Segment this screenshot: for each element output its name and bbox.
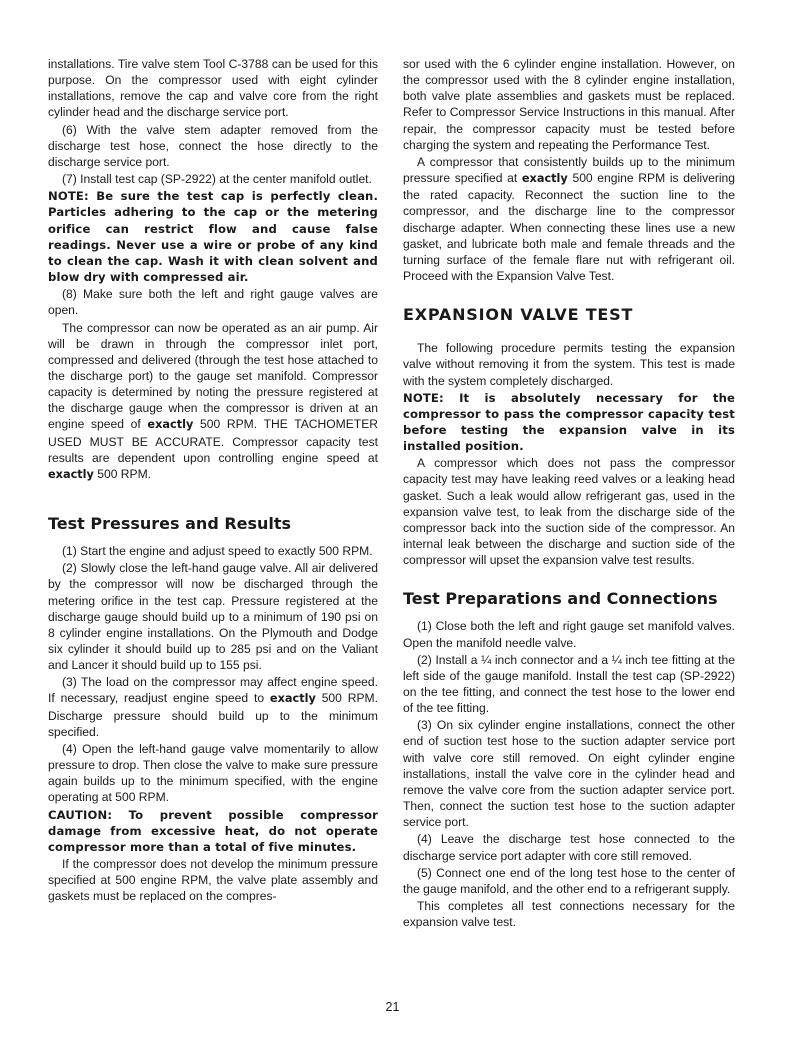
text-run: A compressor that consistently builds up to the minimum pressure specified at <box>403 154 735 186</box>
text-run: The compressor can now be operated as an air pump. Air will be drawn in through the compressor inlet port, compressed and delivered (through the test hose attached to the discharge port) to the gauge set manifold. Compressor capacity is determined by noting the pressure registered at the discharge gauge when the compressor is driven at an engine speed of <box>48 320 378 432</box>
paragraph <box>403 154 735 284</box>
caution-note: CAUTION: To prevent possible compressor damage from excessive heat, do not operate compressor more than a total of five minutes. <box>48 807 378 854</box>
paragraph <box>48 320 378 484</box>
test-step-1: (1) Start the engine and adjust speed to exactly 500 RPM. <box>62 544 373 559</box>
note-clean-test-cap: NOTE: Be sure the test cap is perfectly clean. Particles adhering to the cap or the metering orifice can restrict flow and cause false readings. Never use a wire or probe of any kind to clean the cap. Wash it with clean solvent and blow dry with compressed air. <box>48 189 378 285</box>
text-run: (3) The load on the compressor may affect engine speed. If necessary, readjust engine speed to <box>48 675 378 706</box>
left-column <box>48 56 378 906</box>
test-step-2: (2) Slowly close the left-hand gauge valve. All air delivered by the compressor will now be discharged through the metering orifice in the test cap. Pressure registered at the discharge gauge should build up to a minimum of 190 psi on 8 cylinder engine installations. On the Plymouth and Dodge six cylinder it should build up to 285 psi and on the Valiant and Lancer it should build up to 155 psi. <box>48 561 378 673</box>
prep-step-5: (5) Connect one end of the long test hose to the center of the gauge manifold, and the other end to a refrigerant supply. <box>403 865 735 896</box>
section-heading-expansion-valve-test: EXPANSION VALVE TEST <box>403 305 634 325</box>
prep-step-1: (1) Close both the left and right gauge set manifold valves. Open the manifold needle valve. <box>403 619 735 650</box>
emphasis: exactly <box>269 692 316 706</box>
paragraph: sor used with the 6 cylinder engine installation. However, on the compressor used with the 8 cylinder engine installation, both valve plate assemblies and gaskets must be replaced. Refer to Compressor Service Instructions in this manual. After repair, the compressor capacity must be tested before charging the system and repeating the Performance Test. <box>403 57 735 152</box>
text-run: 500 RPM. THE TACHOMETER USED MUST BE ACCURATE. Compressor capacity test results are dependent upon controlling engine speed at <box>48 417 378 465</box>
paragraph: installations. Tire valve stem Tool C-3788 can be used for this purpose. On the compressor used with eight cylinder installations, remove the cap and valve core from the right cylinder head and the discharge service port. <box>48 57 378 120</box>
paragraph: The following procedure permits testing the expansion valve without removing it from the system. This test is made with the system completely discharged. <box>403 341 735 388</box>
page-number: 21 <box>385 1000 400 1014</box>
emphasis: exactly <box>48 467 94 481</box>
test-step-3 <box>48 674 378 740</box>
paragraph: This completes all test connections necessary for the expansion valve test. <box>403 899 735 930</box>
step-6: (6) With the valve stem adapter removed from the discharge test hose, connect the hose directly to the discharge service port. <box>48 122 378 169</box>
text-run: 500 RPM. <box>93 466 152 481</box>
emphasis: exactly <box>147 418 194 432</box>
section-heading-test-pressures: Test Pressures and Results <box>48 514 292 534</box>
text-run: 500 engine RPM is delivering the rated capacity. Reconnect the suction line to the compressor, and the discharge line to the compressor discharge adapter. When connecting these lines use a new gasket, and lubricate both male and female threads and the turning surface of the female flare nut with refrigerant oil. Proceed with the Expansion Valve Test. <box>403 171 736 284</box>
section-heading-test-preparations: Test Preparations and Connections <box>403 589 718 609</box>
paragraph: If the compressor does not develop the minimum pressure specified at 500 engine RPM, the valve plate assembly and gaskets must be replaced on the compres- <box>48 857 378 904</box>
emphasis: exactly <box>521 172 568 186</box>
test-step-4: (4) Open the left-hand gauge valve momentarily to allow pressure to drop. Then close the valve to make sure pressure again builds up to the minimum specified, with the engine operating at 500 RPM. <box>48 741 378 805</box>
prep-step-4: (4) Leave the discharge test hose connected to the discharge service port adapter with core still removed. <box>403 832 735 863</box>
text-run: 500 RPM. Discharge pressure should build up to the minimum specified. <box>48 691 378 739</box>
prep-step-2: (2) Install a ¼ inch connector and a ¼ inch tee fitting at the left side of the gauge manifold. Install the test cap (SP-2922) on the tee fitting, and connect the test hose to the lower end of the tee fitting. <box>403 652 735 716</box>
step-7: (7) Install test cap (SP-2922) at the center manifold outlet. <box>62 172 372 187</box>
step-8: (8) Make sure both the left and right gauge valves are open. <box>48 287 378 318</box>
right-column <box>403 56 735 931</box>
note-compressor-capacity: NOTE: It is absolutely necessary for the compressor to pass the compressor capacity test before testing the expansion valve in its installed position. <box>403 390 735 454</box>
prep-step-3: (3) On six cylinder engine installations, connect the other end of suction test hose to the suction adapter service port with valve core still removed. On eight cylinder engine installations, install the valve core in the cylinder head and remove the valve core from the suction adapter service port. Then, connect the suction test hose to the suction adapter service port. <box>403 718 735 830</box>
paragraph: A compressor which does not pass the compressor capacity test may have leaking reed valves or a leaking head gasket. Such a leak would allow refrigerant gas, used in the expansion valve test, to leak from the discharge side of the compressor back into the suction side of the compressor. An internal leak between the discharge and suction side of the compressor will upset the expansion valve test results. <box>403 456 735 568</box>
